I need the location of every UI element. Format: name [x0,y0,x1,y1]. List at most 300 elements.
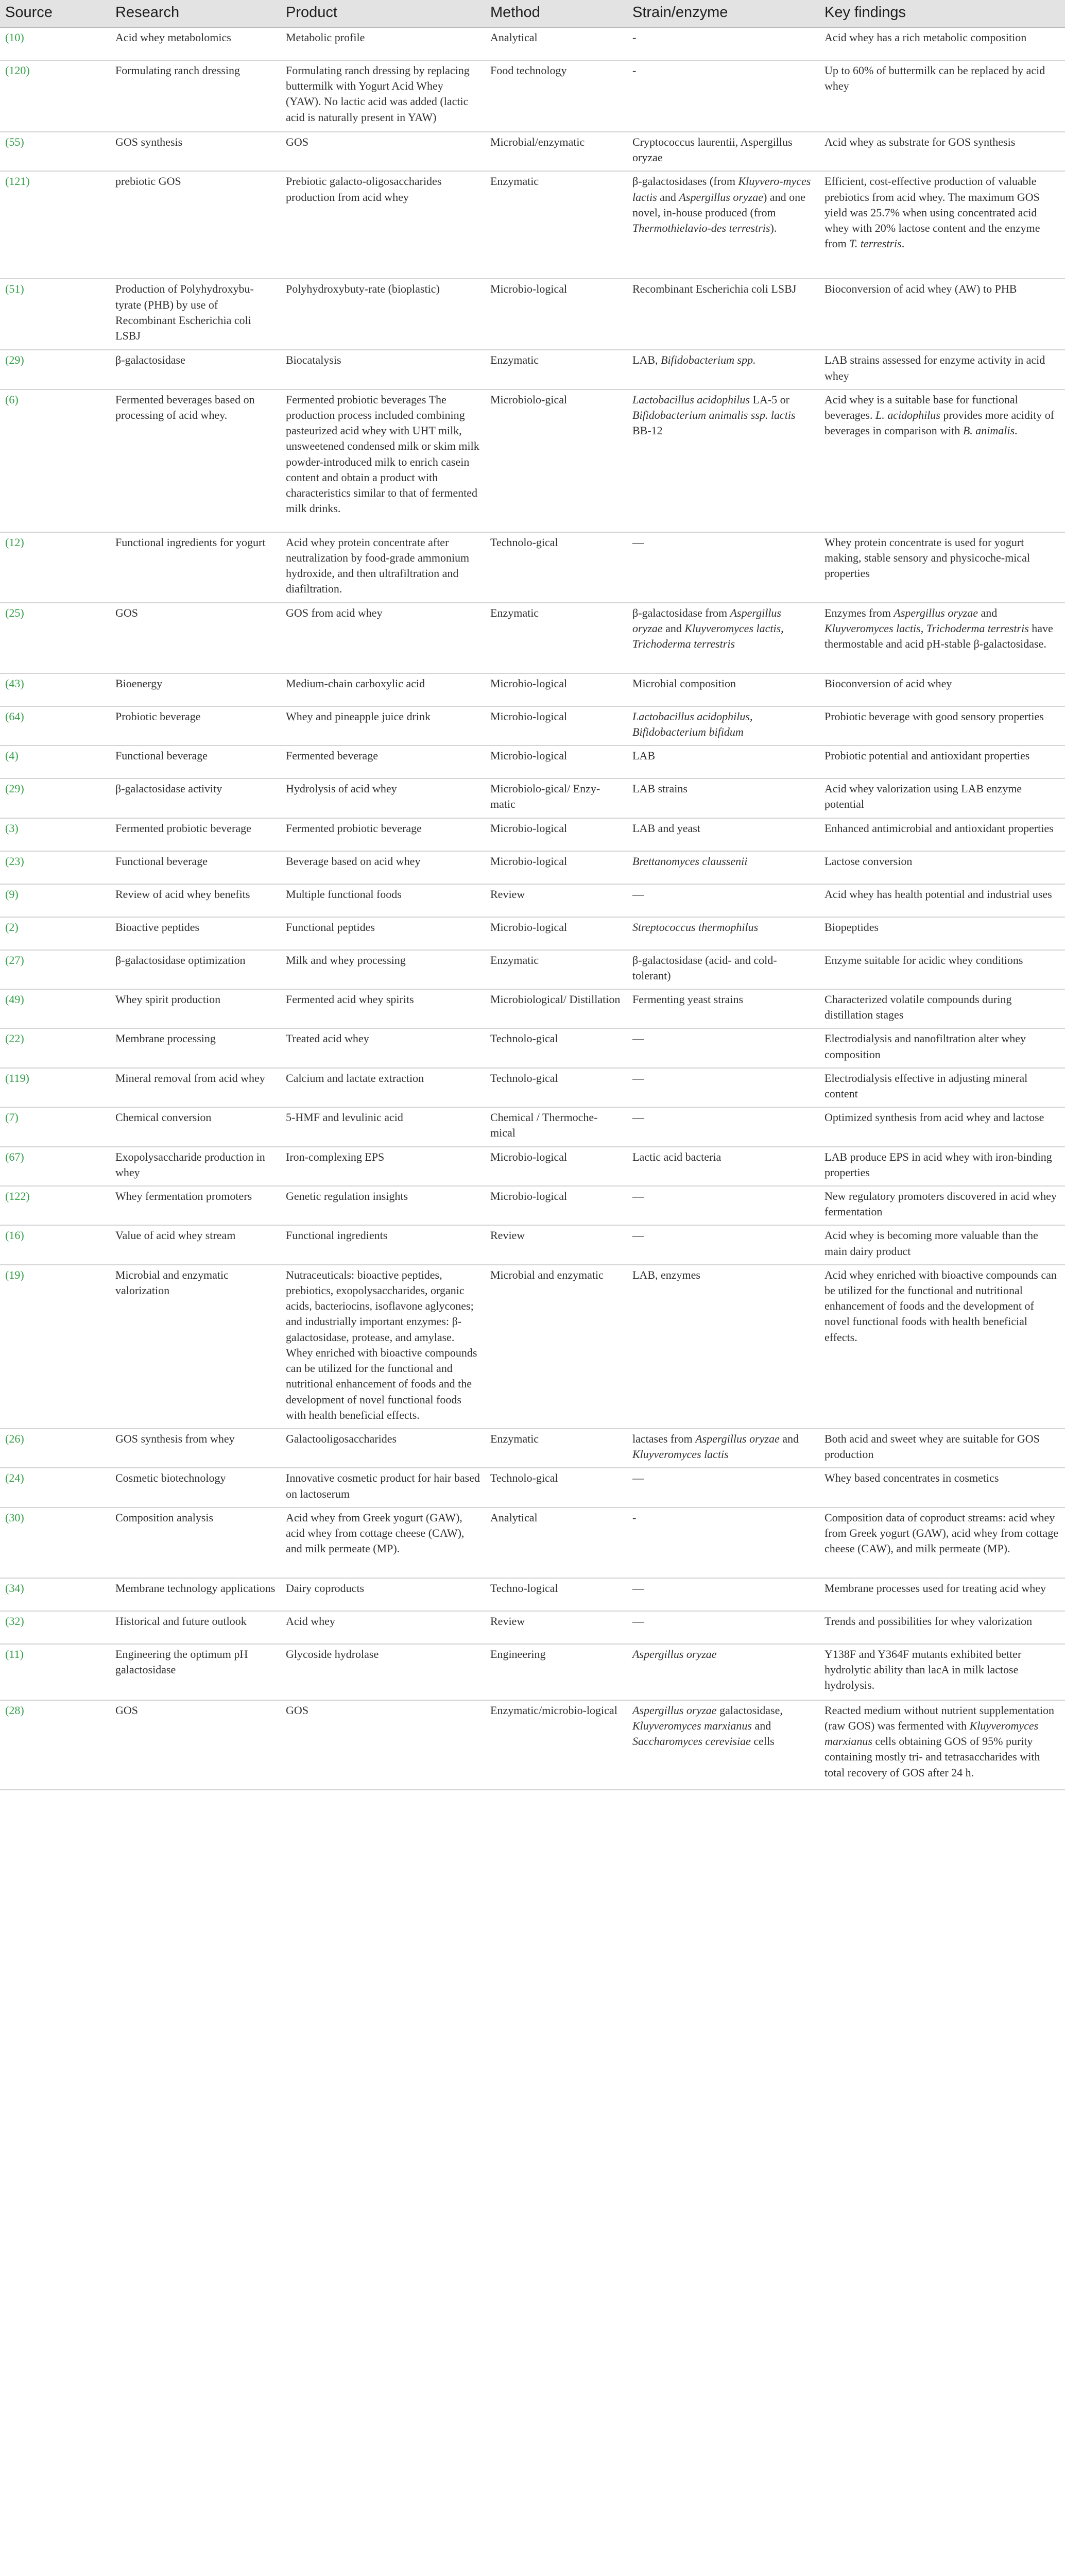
table-row [0,673,1065,706]
strain-cell: Lactic acid bacteria [627,1147,819,1186]
method-cell: Microbio-logical [485,279,627,350]
source-cell [0,989,110,1028]
table-row [0,989,1065,1028]
table-row [0,851,1065,884]
product-cell: Milk and whey processing [281,950,485,989]
research-cell: Composition analysis [110,1507,281,1578]
research-cell: prebiotic GOS [110,171,281,279]
table-row [0,950,1065,989]
strain-cell [627,706,819,745]
method-cell: Enzymatic/microbio-logical [485,1700,627,1790]
species-name: Thermothielavio-des terrestris [632,222,770,235]
strain-text: and [662,622,685,635]
research-cell: Exopolysaccharide production in whey [110,1147,281,1186]
research-cell: Bioactive peptides [110,917,281,950]
strain-cell: — [627,1186,819,1225]
strain-cell: Cryptococcus laurentii, Aspergillus oryzae [627,132,819,171]
product-cell: Fermented probiotic beverages The production process included combining pasteurized acid whey with UHT milk, unsweetened condensed milk or skim milk powder-introduced milk to enrich casein content and obtain a product with characteristics similar to that of fermented milk drinks. [281,389,485,532]
method-cell: Technolo-gical [485,1068,627,1107]
species-name: Kluyveromyces lactis, Trichoderma terrestris [824,622,1029,635]
product-cell: Multiple functional foods [281,884,485,917]
strain-cell [627,851,819,884]
source-cell [0,132,110,171]
source-reference-link[interactable]: (25) [5,606,24,619]
source-cell [0,532,110,603]
source-reference-link[interactable]: (67) [5,1150,24,1163]
findings-cell: Bioconversion of acid whey [819,673,1065,706]
product-cell: Galactooligosaccharides [281,1429,485,1468]
source-cell [0,1265,110,1429]
species-name: Aspergillus oryzae [632,1647,717,1660]
findings-cell: Acid whey is becoming more valuable than the main dairy product [819,1225,1065,1264]
method-cell: Microbiological/ Distillation [485,989,627,1028]
source-reference-link[interactable]: (23) [5,854,24,868]
strain-cell: Microbial composition [627,673,819,706]
table-row [0,1225,1065,1264]
source-reference-link[interactable]: (34) [5,1581,24,1595]
findings-cell: New regulatory promoters discovered in acid whey fermentation [819,1186,1065,1225]
strain-cell [627,389,819,532]
source-cell [0,1429,110,1468]
research-cell: Chemical conversion [110,1107,281,1146]
product-cell: Nutraceuticals: bioactive peptides, prebiotics, exopolysaccharides, organic acids, bacteriocins, isoflavone aglycones; and industrially important enzymes: β-galactosidase, protease, and amylase. Whey enriched with bioactive compounds can be utilized for the functional and nutritional enhancement of foods and the development of novel functional foods with health beneficial effects. [281,1265,485,1429]
table-row [0,1265,1065,1429]
product-cell: Formulating ranch dressing by replacing buttermilk with Yogurt Acid Whey (YAW). No lactic acid was added (lactic acid is naturally present in YAW) [281,60,485,132]
species-name: T. terrestris [849,237,902,250]
research-cell: Fermented probiotic beverage [110,818,281,851]
product-cell: GOS [281,132,485,171]
source-cell [0,27,110,60]
findings-cell: Electrodialysis and nanofiltration alter whey composition [819,1028,1065,1067]
findings-cell: Electrodialysis effective in adjusting mineral content [819,1068,1065,1107]
product-cell: Innovative cosmetic product for hair based on lactoserum [281,1468,485,1507]
findings-cell: Up to 60% of buttermilk can be replaced by acid whey [819,60,1065,132]
strain-cell: — [627,1225,819,1264]
findings-cell: Membrane processes used for treating acid whey [819,1578,1065,1611]
table-body [0,27,1065,1790]
table-row [0,1147,1065,1186]
findings-cell: LAB strains assessed for enzyme activity in acid whey [819,350,1065,389]
strain-cell [627,171,819,279]
research-cell: Membrane processing [110,1028,281,1067]
source-reference-link[interactable]: (121) [5,175,30,188]
strain-text: LAB, [632,353,661,367]
strain-cell: — [627,1578,819,1611]
source-cell [0,1225,110,1264]
table-row [0,818,1065,851]
source-cell [0,1700,110,1790]
strain-text: galactosidase, [716,1703,783,1717]
table-row [0,1429,1065,1468]
research-cell: Acid whey metabolomics [110,27,281,60]
product-cell: Acid whey protein concentrate after neutralization by food-grade ammonium hydroxide, and then ultrafiltration and diafiltration. [281,532,485,603]
source-reference-link[interactable]: (7) [5,1111,19,1124]
source-reference-link[interactable]: (2) [5,920,19,934]
method-cell: Microbiolo-gical/ Enzy-matic [485,778,627,818]
product-cell: Hydrolysis of acid whey [281,778,485,818]
species-name: Lactobacillus acidophilus, Bifidobacterium bifidum [632,709,753,739]
table-header [0,0,1065,27]
method-cell: Enzymatic [485,171,627,279]
findings-text: . [1015,424,1018,437]
findings-cell [819,603,1065,673]
species-name: Bifidobacterium animalis ssp. lactis [632,409,796,422]
source-reference-link[interactable]: (27) [5,953,24,967]
method-cell: Microbial/enzymatic [485,132,627,171]
research-cell: Whey spirit production [110,989,281,1028]
source-reference-link[interactable]: (55) [5,135,24,148]
source-cell [0,603,110,673]
table-row [0,1507,1065,1578]
findings-cell: Enhanced antimicrobial and antioxidant properties [819,818,1065,851]
method-cell: Enzymatic [485,950,627,989]
method-cell: Microbio-logical [485,1186,627,1225]
species-name: Brettanomyces claussenii [632,854,748,868]
research-cell: β-galactosidase activity [110,778,281,818]
method-cell: Microbio-logical [485,1147,627,1186]
source-cell [0,1644,110,1700]
findings-text: . [901,237,905,250]
research-cell: Formulating ranch dressing [110,60,281,132]
species-name: Kluyveromyces lactis [632,1448,729,1461]
method-cell: Review [485,1611,627,1644]
source-cell [0,1578,110,1611]
species-name: Bifidobacterium spp. [661,353,756,367]
product-cell: GOS from acid whey [281,603,485,673]
table-row [0,778,1065,818]
research-cell: GOS [110,603,281,673]
strain-cell: — [627,1028,819,1067]
source-reference-link[interactable]: (119) [5,1071,29,1084]
findings-cell: Composition data of coproduct streams: acid whey from Greek yogurt (GAW), acid whey from cottage cheese (CAW), and milk permeate (MP). [819,1507,1065,1578]
source-reference-link[interactable]: (122) [5,1190,30,1203]
source-cell [0,1507,110,1578]
product-cell: Fermented probiotic beverage [281,818,485,851]
table-row [0,389,1065,532]
findings-cell: LAB produce EPS in acid whey with iron-binding properties [819,1147,1065,1186]
source-reference-link[interactable]: (16) [5,1229,24,1242]
table-row [0,1611,1065,1644]
strain-text: lactases from [632,1432,696,1445]
product-cell: Fermented beverage [281,745,485,778]
strain-cell: LAB, enzymes [627,1265,819,1429]
table-row [0,132,1065,171]
strain-cell: — [627,1468,819,1507]
method-cell: Chemical / Thermoche-mical [485,1107,627,1146]
source-cell [0,1028,110,1067]
table-row [0,1578,1065,1611]
product-cell: Functional peptides [281,917,485,950]
product-cell: Genetic regulation insights [281,1186,485,1225]
findings-cell: Probiotic beverage with good sensory properties [819,706,1065,745]
method-cell: Enzymatic [485,350,627,389]
strain-cell: - [627,27,819,60]
research-cell: Membrane technology applications [110,1578,281,1611]
source-cell [0,1147,110,1186]
findings-cell: Bioconversion of acid whey (AW) to PHB [819,279,1065,350]
species-name: Kluyveromyces marxianus [824,1719,1039,1748]
findings-text: provides more acidity of beverages in comparison with [824,409,1055,437]
source-reference-link[interactable]: (10) [5,31,24,44]
method-cell: Analytical [485,27,627,60]
findings-cell: Characterized volatile compounds during distillation stages [819,989,1065,1028]
strain-text: and [657,190,679,204]
product-cell: Polyhydroxybuty-rate (bioplastic) [281,279,485,350]
source-cell [0,745,110,778]
source-reference-link[interactable]: (3) [5,821,19,835]
strain-text: β-galactosidases (from [632,175,738,188]
method-cell: Microbio-logical [485,851,627,884]
findings-text: Reacted medium without nutrient supplementation (raw GOS) was fermented with [824,1703,1055,1732]
strain-cell: - [627,1507,819,1578]
findings-cell: Whey protein concentrate is used for yogurt making, stable sensory and physicoche-mical properties [819,532,1065,603]
strain-text: β-galactosidase from [632,606,730,619]
method-cell: Technolo-gical [485,1468,627,1507]
findings-text: have thermostable and acid pH-stable β-galactosidase. [824,622,1053,651]
source-reference-link[interactable]: (22) [5,1032,24,1045]
method-cell: Analytical [485,1507,627,1578]
findings-cell: Probiotic potential and antioxidant properties [819,745,1065,778]
table-row [0,1700,1065,1790]
source-cell [0,1186,110,1225]
findings-cell: Acid whey as substrate for GOS synthesis [819,132,1065,171]
header-findings: Key findings [819,0,1065,27]
product-cell: Iron-complexing EPS [281,1147,485,1186]
strain-text: and [779,1432,799,1445]
strain-cell: - [627,60,819,132]
source-cell [0,950,110,989]
source-cell [0,778,110,818]
research-cell: Fermented beverages based on processing of acid whey. [110,389,281,532]
method-cell: Engineering [485,1644,627,1700]
source-reference-link[interactable]: (28) [5,1703,24,1717]
findings-cell: Both acid and sweet whey are suitable for GOS production [819,1429,1065,1468]
method-cell: Enzymatic [485,1429,627,1468]
product-cell: Treated acid whey [281,1028,485,1067]
findings-cell [819,1700,1065,1790]
species-name: Lactobacillus acidophilus [632,393,750,406]
source-reference-link[interactable]: (49) [5,993,24,1006]
source-reference-link[interactable]: (11) [5,1647,24,1660]
strain-cell [627,917,819,950]
source-cell [0,1468,110,1507]
research-cell: Functional beverage [110,745,281,778]
method-cell: Technolo-gical [485,532,627,603]
species-name: Aspergillus oryzae [679,190,763,204]
strain-text: and [751,1719,771,1732]
research-cell: Bioenergy [110,673,281,706]
findings-text: Acid whey is a suitable base for functional beverages. [824,393,1018,422]
source-cell [0,350,110,389]
strain-cell: — [627,1611,819,1644]
method-cell: Techno-logical [485,1578,627,1611]
source-cell [0,60,110,132]
findings-cell: Lactose conversion [819,851,1065,884]
table-row [0,1468,1065,1507]
table-row [0,706,1065,745]
research-cell: Whey fermentation promoters [110,1186,281,1225]
header-source: Source [0,0,110,27]
strain-cell [627,350,819,389]
strain-cell: Fermenting yeast strains [627,989,819,1028]
product-cell: Medium-chain carboxylic acid [281,673,485,706]
research-cell: Microbial and enzymatic valorization [110,1265,281,1429]
research-cell: Historical and future outlook [110,1611,281,1644]
product-cell: Functional ingredients [281,1225,485,1264]
strain-cell [627,603,819,673]
strain-cell: LAB [627,745,819,778]
source-reference-link[interactable]: (64) [5,709,24,723]
strain-text: LA-5 or [749,393,789,406]
product-cell: Glycoside hydrolase [281,1644,485,1700]
source-cell [0,818,110,851]
source-reference-link[interactable]: (6) [5,393,19,406]
research-cell: Cosmetic biotechnology [110,1468,281,1507]
strain-text: cells [750,1735,775,1748]
findings-cell: Enzyme suitable for acidic whey conditions [819,950,1065,989]
research-cell: Value of acid whey stream [110,1225,281,1264]
source-cell [0,1611,110,1644]
source-reference-link[interactable]: (30) [5,1511,24,1524]
findings-text: cells obtaining GOS of 95% purity containing mostly tri- and tetrasaccharides with total recovery of GOS after 24 h. [824,1735,1040,1779]
strain-cell [627,1644,819,1700]
research-cell: Functional beverage [110,851,281,884]
strain-cell: LAB strains [627,778,819,818]
source-reference-link[interactable]: (9) [5,887,19,901]
product-cell: Calcium and lactate extraction [281,1068,485,1107]
product-cell: Prebiotic galacto-oligosaccharides production from acid whey [281,171,485,279]
research-cell: Review of acid whey benefits [110,884,281,917]
source-cell [0,279,110,350]
research-cell: β-galactosidase [110,350,281,389]
strain-cell: — [627,884,819,917]
research-cell: GOS synthesis from whey [110,1429,281,1468]
strain-cell: β-galactosidase (acid- and cold-tolerant) [627,950,819,989]
source-reference-link[interactable]: (19) [5,1268,24,1281]
table-row [0,1107,1065,1146]
source-reference-link[interactable]: (12) [5,535,24,549]
table-row [0,350,1065,389]
source-cell [0,171,110,279]
species-name: Aspergillus oryzae [632,606,781,635]
product-cell: 5-HMF and levulinic acid [281,1107,485,1146]
source-reference-link[interactable]: (4) [5,749,19,762]
research-cell: β-galactosidase optimization [110,950,281,989]
findings-cell: Acid whey valorization using LAB enzyme potential [819,778,1065,818]
species-name: Aspergillus oryzae [894,606,978,619]
findings-cell: Y138F and Y364F mutants exhibited better hydrolytic ability than lacA in milk lactose hydrolysis. [819,1644,1065,1700]
research-cell: Mineral removal from acid whey [110,1068,281,1107]
table-row [0,1644,1065,1700]
method-cell: Microbiolo-gical [485,389,627,532]
method-cell: Enzymatic [485,603,627,673]
source-reference-link[interactable]: (24) [5,1471,24,1485]
strain-text: ). [770,222,777,235]
source-cell [0,851,110,884]
method-cell: Food technology [485,60,627,132]
table-row [0,1068,1065,1107]
table-row [0,884,1065,917]
table-row [0,279,1065,350]
species-name: Kluyveromyces lactis, Trichoderma terrestris [632,622,784,651]
species-name: Saccharomyces cerevisiae [632,1735,751,1748]
findings-text: Efficient, cost-effective production of valuable prebiotics from acid whey. The maximum GOS yield was 25.7% when using concentrated acid whey with 20% lactose content and the enzyme from [824,175,1040,250]
method-cell: Microbio-logical [485,673,627,706]
source-reference-link[interactable]: (120) [5,64,30,77]
table-row [0,532,1065,603]
research-cell: GOS [110,1700,281,1790]
species-name: L. acidophilus [875,409,940,422]
strain-cell: LAB and yeast [627,818,819,851]
source-cell [0,1107,110,1146]
source-reference-link[interactable]: (43) [5,676,24,690]
header-method: Method [485,0,627,27]
product-cell: Fermented acid whey spirits [281,989,485,1028]
method-cell: Microbio-logical [485,917,627,950]
findings-cell: Acid whey has a rich metabolic composition [819,27,1065,60]
source-reference-link[interactable]: (26) [5,1432,24,1445]
header-strain: Strain/enzyme [627,0,819,27]
table-row [0,1186,1065,1225]
product-cell: Whey and pineapple juice drink [281,706,485,745]
header-research: Research [110,0,281,27]
method-cell: Review [485,884,627,917]
species-name: Streptococcus thermophilus [632,920,759,934]
product-cell: Dairy coproducts [281,1578,485,1611]
table-row [0,917,1065,950]
method-cell: Microbio-logical [485,818,627,851]
findings-cell [819,389,1065,532]
strain-cell: — [627,1068,819,1107]
source-reference-link[interactable]: (29) [5,353,24,367]
research-cell: GOS synthesis [110,132,281,171]
research-cell: Engineering the optimum pH galactosidase [110,1644,281,1700]
source-reference-link[interactable]: (32) [5,1614,24,1628]
product-cell: Biocatalysis [281,350,485,389]
strain-text: BB-12 [632,424,663,437]
findings-cell: Acid whey enriched with bioactive compounds can be utilized for the functional and nutritional enhancement of foods and the development of novel functional foods with health beneficial effects. [819,1265,1065,1429]
strain-cell: — [627,1107,819,1146]
source-cell [0,673,110,706]
method-cell: Technolo-gical [485,1028,627,1067]
findings-cell: Biopeptides [819,917,1065,950]
findings-cell: Acid whey has health potential and industrial uses [819,884,1065,917]
table-row [0,745,1065,778]
method-cell: Review [485,1225,627,1264]
source-cell [0,917,110,950]
findings-text: Enzymes from [824,606,894,619]
table-row [0,1028,1065,1067]
source-reference-link[interactable]: (29) [5,782,24,795]
method-cell: Microbio-logical [485,745,627,778]
source-cell [0,706,110,745]
species-name: Kluyveromyces marxianus [632,1719,752,1732]
source-reference-link[interactable]: (51) [5,282,24,296]
species-name: Aspergillus oryzae [695,1432,780,1445]
research-cell: Probiotic beverage [110,706,281,745]
strain-cell [627,1700,819,1790]
species-name: Aspergillus oryzae [632,1703,717,1717]
table-row [0,27,1065,60]
product-cell: GOS [281,1700,485,1790]
product-cell: Beverage based on acid whey [281,851,485,884]
method-cell: Microbial and enzymatic [485,1265,627,1429]
species-name: Kluyvero-myces lactis [632,175,811,204]
species-name: B. animalis [963,424,1015,437]
strain-cell: Recombinant Escherichia coli LSBJ [627,279,819,350]
findings-cell [819,171,1065,279]
research-cell: Functional ingredients for yogurt [110,532,281,603]
